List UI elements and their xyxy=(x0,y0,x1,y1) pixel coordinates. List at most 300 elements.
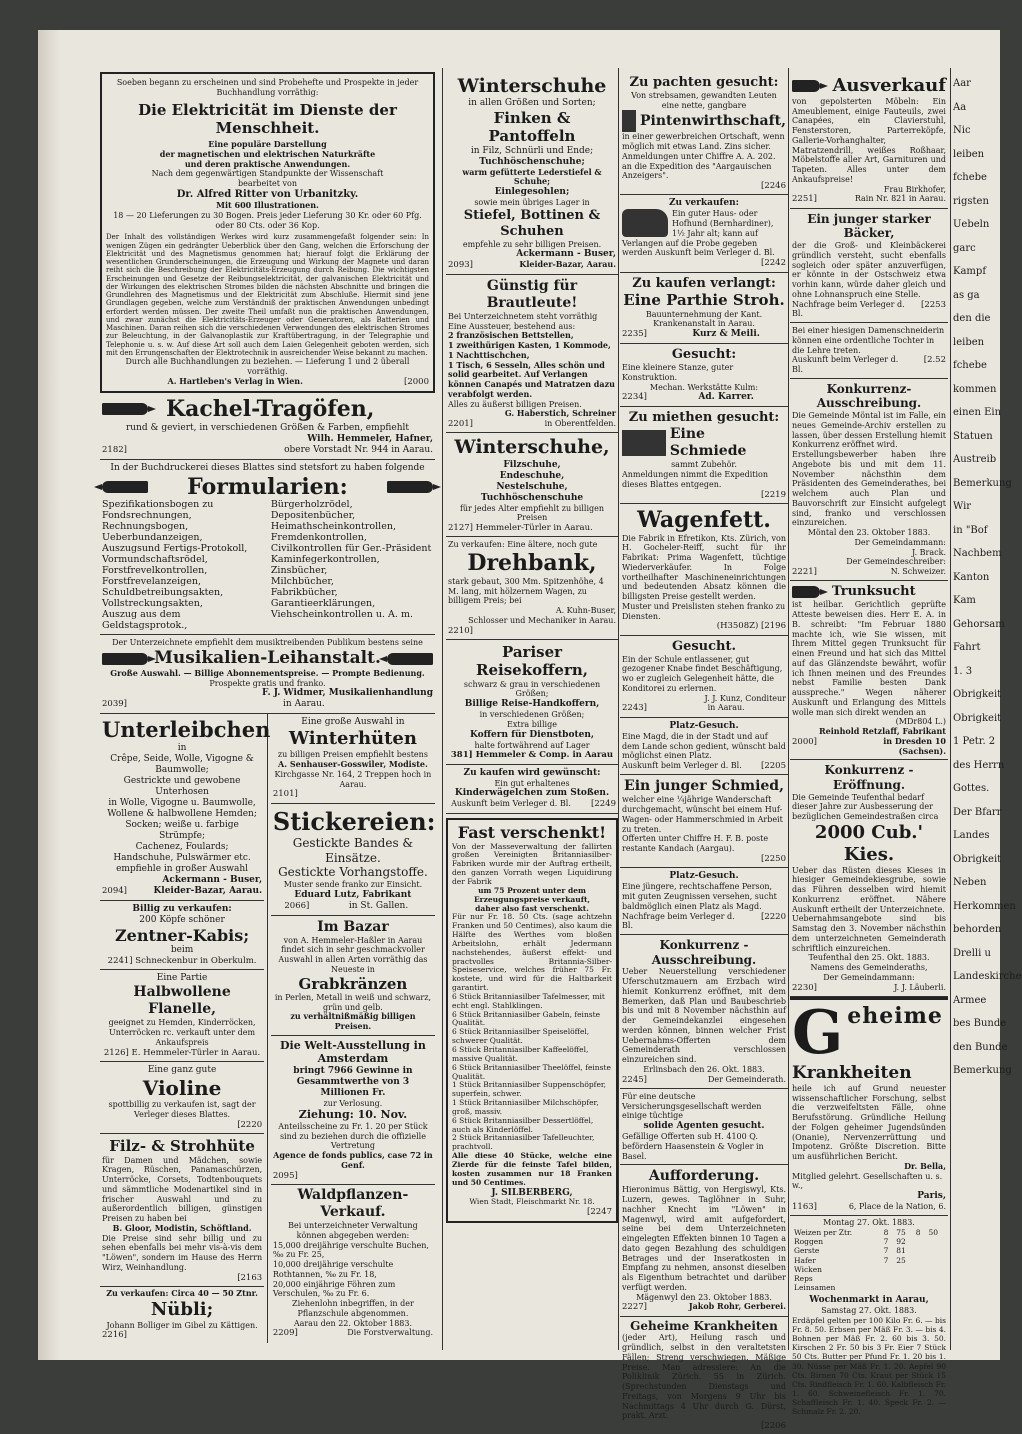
ad-ref: 2251] xyxy=(792,194,817,205)
table-cell xyxy=(926,1246,946,1255)
list-item: Socken; weiße u. farbige Strümpfe; xyxy=(125,819,239,841)
ad-title: Stickereien: xyxy=(272,806,436,836)
table-row xyxy=(792,1237,946,1246)
ad-addr: Wien Stadt, Fleischmarkt Nr. 18. xyxy=(469,1197,595,1207)
ad-line: in verschiedenen Größen; xyxy=(479,710,585,720)
ad-city: Paris, xyxy=(917,1191,946,1202)
ad-title: Gesucht. xyxy=(671,638,737,654)
ad-title: Krankheiten xyxy=(792,1063,912,1084)
ad-platz-2 xyxy=(620,868,788,935)
ad-author: Dr. Alfred Ritter von Urbanitzky. xyxy=(176,188,359,200)
ad-title: Kinderwägelchen zum Stoßen. xyxy=(454,788,610,799)
ad-body: (jeder Art), Heilung rasch und gründlich, selbst in den veraltetsten Fällen; Streng verschwiegen. Mäßige Preise. Man adressiere: An die Poliklinik Zürich. 55 in Zürich. (Sprechstunden Dienstags und Freitags, von Morgens 9 Uhr bis Nachmittags 4 Uhr durch G. Dürst, prakt. Arzt. xyxy=(622,1333,786,1421)
column-4 xyxy=(790,72,948,1418)
smithy-icon xyxy=(622,430,666,456)
ad-body: Für eine deutsche Versicherungsgesellschaft werden einige tüchtige xyxy=(622,1091,762,1121)
ad-winterhuete xyxy=(271,714,435,803)
ad-line: Muster und Preislisten stehen franko zu Diensten. xyxy=(622,601,786,621)
building-icon xyxy=(622,110,636,132)
ad-body: Offerten unter Chiffre H. F. B. poste restante Kandach (Aargau). xyxy=(622,834,769,854)
ad-name: Kurz & Meili. xyxy=(692,329,760,340)
ad-title: Pariser Reisekoffern, xyxy=(476,643,588,680)
ad-baecker xyxy=(790,209,948,323)
ad-body: Die Preise sind sehr billig und zu sehen ebenfalls bei mehr vis-à-vis dem "Löwen", sondern im Hause des Herrn Wirz, Weinhandlung. xyxy=(102,1233,263,1272)
ad-electricity xyxy=(100,72,435,393)
ad-body: Die Gemeinde Teufenthal bedarf dieser Jahre zur Ausbesserung der bezüglichen Gemeindestraßen circa xyxy=(792,792,939,822)
text-fragment: fchebe xyxy=(953,360,987,371)
text-fragment: Der Bfarr xyxy=(953,806,1002,818)
ad-title: Winterschuhe xyxy=(457,75,607,97)
form-item: Schuldbetreibungsakten, xyxy=(102,586,224,598)
ad-title: Grabkränzen xyxy=(298,974,408,993)
table-cell: 75 xyxy=(896,1228,906,1238)
column-3 xyxy=(620,72,788,1434)
ad-line: 200 Köpfe schöner xyxy=(139,914,225,925)
list-item: 6 Stück Britanniasilber Theelöffel, feinste Qualität. xyxy=(452,1062,611,1081)
text-fragment: as ga xyxy=(953,289,980,301)
text-fragment: Aar xyxy=(953,78,971,89)
list-item: 6 Stück Britanniasilber Gabeln, feinste Qualität. xyxy=(452,1009,601,1028)
ad-line: um 75 Prozent unter dem Erzeugungspreise verkauft, xyxy=(473,885,591,904)
ad-ref: 2227] xyxy=(622,1302,647,1313)
ad-flanelle xyxy=(100,970,264,1062)
ad-title: Zentner-Kabis; xyxy=(114,925,250,945)
ad-line: in Filz, Schnürli und Ende; xyxy=(470,145,594,156)
ad-name: Eduard Lutz, Fabrikant xyxy=(294,889,412,900)
table-cell: 25 xyxy=(896,1255,906,1265)
ad-body: Eine jüngere, rechtschaffene Person, mit guten Zeugnissen versehen, sucht baldmöglich einen Platz als Magd. xyxy=(622,882,777,911)
column-2 xyxy=(446,72,618,1223)
table-cell: 7 xyxy=(883,1255,889,1265)
ad-date: Mägenwyl den 23. Oktober 1883. xyxy=(636,1292,772,1302)
table-cell xyxy=(926,1265,946,1274)
ad-ref: 1163] xyxy=(792,1202,817,1212)
form-item: Bürgerholzrödel, xyxy=(270,499,353,511)
ad-ref: 2095] xyxy=(272,1170,298,1181)
ad-hofhund xyxy=(620,195,788,272)
ad-line: Billige Reise-Handkoffern, xyxy=(464,699,600,710)
ad-ref: 2221] xyxy=(792,567,817,578)
ad-addr: Kleider-Bazar, Aarau. xyxy=(153,885,263,896)
pointing-hand-icon xyxy=(792,80,820,92)
list-item: Nestelschuhe, xyxy=(496,481,568,492)
table-cell xyxy=(926,1256,946,1265)
ad-intro: In der Buchdruckerei dieses Blattes sind stetsfort zu haben folgende xyxy=(110,462,425,473)
table-cell xyxy=(914,1237,927,1246)
ad-date: Teufenthal den 25. Okt. 1883. xyxy=(808,953,930,963)
ad-name: Ackermann - Buser, xyxy=(516,249,616,260)
ad-ref: 2201] xyxy=(448,419,473,430)
ad-title: Waldpflanzen-Verkauf. xyxy=(297,1186,409,1220)
ad-ref: 2039] xyxy=(102,699,127,710)
list-item: Unterhosen xyxy=(155,786,209,797)
ad-name: A. Senhauser-Gosswiler, Modiste. xyxy=(278,759,428,770)
ad-title: Winterhüten xyxy=(288,728,417,750)
table-cell: Weizen per Ztr. xyxy=(794,1228,853,1238)
ad-ref: 2126] E. Hemmeler-Türler in Aarau. xyxy=(103,1047,261,1058)
ad-body: Anteilsscheine zu Fr. 1. 20 per Stück sind zu beziehen durch die offizielle Vertretung xyxy=(278,1121,428,1151)
ad-line: zu verhältnißmäßig billigen Preisen. xyxy=(290,1011,416,1032)
ad-krankheiten xyxy=(620,1317,788,1434)
ad-ref: [2242 xyxy=(761,258,786,269)
ad-trunksucht xyxy=(790,581,948,760)
text-fragment: einen Ein xyxy=(953,407,1002,418)
table-cell xyxy=(914,1246,927,1255)
column-rule xyxy=(618,68,619,1350)
ad-order: Durch alle Buchhandlungen zu beziehen. — Lieferung 1 und 2 überall vorräthig. xyxy=(125,357,410,376)
ad-list xyxy=(452,993,612,1152)
ad-ref: 2101] xyxy=(272,789,298,800)
ad-title: Finken & Pantoffeln xyxy=(488,109,576,146)
list-item: Filzschuhe, xyxy=(503,459,561,470)
list-item: 6 Stück Britanniasilber Speiselöffel, schwerer Qualität. xyxy=(452,1027,590,1046)
ad-ref: (H3508Z) [2196 xyxy=(716,621,786,632)
ad-ref: 2127] Hemmeler-Türler in Aarau. xyxy=(448,523,593,533)
table-row xyxy=(792,1246,946,1255)
ad-line: bringt 7966 Gewinne in xyxy=(293,1065,413,1076)
ad-ref: 2235] xyxy=(622,329,647,340)
ad-body: Eine Magd, die in der Stadt und auf dem Lande schon gedient, wünscht bald möglichst einen Platz. xyxy=(622,731,786,761)
text-fragment: Gehorsam xyxy=(953,618,1005,630)
dog-icon xyxy=(622,209,668,237)
text-fragment: Landeskirche xyxy=(953,971,1022,982)
ad-addr: obere Vorstadt Nr. 944 in Aarau. xyxy=(284,444,433,455)
text-fragment: Obrigkeit xyxy=(953,712,1002,724)
pointing-hand-icon xyxy=(102,403,148,415)
ad-illus: Mit 600 Illustrationen. xyxy=(216,200,319,211)
list-item: 15,000 dreijährige verschulte Buchen, ‰ zu Fr. 25, xyxy=(272,1240,429,1260)
ad-title: Eine Parthie Stroh. xyxy=(623,291,785,310)
ad-ref: 2000] xyxy=(792,736,817,747)
list-item: 6 Stück Britanniasilber Dessertlöffel, auch als Kinderlöffel. xyxy=(452,1115,594,1134)
form-item: Spezifikationsbogen zu Fondsrechnungen, xyxy=(102,499,214,522)
ad-addr: Kleider-Bazar, Aarau. xyxy=(519,259,616,270)
ad-body: welcher eine ¼jährige Wanderschaft durchgemacht, wünscht bei einem Huf- Wagen- oder Hammerschmied in Arbeit zu treten. xyxy=(622,795,783,834)
ad-drehbank xyxy=(446,537,618,640)
ad-body: Ueber das Rüsten dieses Kieses in hiesiger Gemeindekiesgrube, sowie das Führen desselben wird hiemit Konkurrenz eröffnet. Nähere Auskunft ertheilt der Unterzeichnete. xyxy=(792,865,946,914)
ad-line: Gestickte Vorhangstoffe. xyxy=(278,865,428,880)
market-title: Wochenmarkt in Aarau, xyxy=(809,1295,929,1306)
ad-title: 2000 Cub.' Kies. xyxy=(814,821,924,865)
ad-title: Musikalien-Leihanstalt. xyxy=(154,648,381,669)
text-fragment: Kampf xyxy=(953,266,987,277)
form-item: Rechnungsbogen, xyxy=(102,521,189,533)
ad-addr: in Aarau. xyxy=(707,703,745,713)
ad-ref: 2216] xyxy=(102,1330,127,1341)
ad-intro: Der Unterzeichnete empfiehlt dem musiktreibenden Publikum bestens seine xyxy=(112,638,423,648)
ad-body: Alles zu äußerst billigen Preisen. xyxy=(448,399,582,409)
list-item: Gestrickte und gewobene xyxy=(123,775,241,786)
ad-title: Kachel-Tragöfen, xyxy=(166,395,375,422)
ad-title: Günstig für Brautleute! xyxy=(486,277,578,311)
ad-wagenfett xyxy=(620,504,788,636)
ad-line: geeignet zu Hemden, Kinderröcken, Unterröcken rc. verkauft unter dem Ankaufspreis xyxy=(108,1018,256,1047)
ad-body: Bei unterzeichneter Verwaltung können abgegeben werden: xyxy=(288,1221,418,1240)
ad-line: Eine große Auswahl in xyxy=(301,717,405,728)
ad-musikalien xyxy=(100,635,435,714)
ad-ref: [2247 xyxy=(587,1206,612,1217)
ad-title: Konkurrenz - Ausschreibung. xyxy=(651,938,757,967)
ad-ref: [2205 xyxy=(761,761,786,771)
ad-body: in einer gewerbreichen Ortschaft, wenn möglich mit etwas Land. Zins sicher. Anmeldungen unter Chiffre A. A. 202. an die Expedition des "Aargauischen Anzeigers". xyxy=(622,132,785,181)
pointing-hand-icon xyxy=(387,481,433,493)
list-item: Crêpe, Seide, Wolle, Vigogne & Baumwolle; xyxy=(110,753,254,775)
ad-addr: in Oberentfelden. xyxy=(544,419,616,429)
ad-ref: 2210] xyxy=(448,625,473,636)
table-row xyxy=(792,1283,946,1292)
form-item: Garantieerklärungen, xyxy=(270,597,376,609)
ad-ref: [2250 xyxy=(761,853,786,864)
ad-ref: 2066] xyxy=(284,900,310,911)
ad-nuebli xyxy=(100,1287,264,1343)
ad-body: Ein guter Haus- oder Hofhund (Bernhardiner), 1½ Jahr alt; kann auf Verlangen auf die Probe gegeben werden Auskunft beim Verleger d. Bl. xyxy=(622,209,775,258)
list-item: 2 Stück Britanniasilber Tafelleuchter, prachtvoll. xyxy=(452,1133,595,1152)
ad-stickereien xyxy=(271,804,435,916)
list-item: 6 Stück Britanniasilber Tafelmesser, mit echt engl. Stahlklingen. xyxy=(452,991,605,1010)
ad-ref: [2000 xyxy=(404,376,429,387)
ad-filz xyxy=(100,1134,264,1287)
text-fragment: behorden xyxy=(953,924,1002,935)
ad-ref: 2245] xyxy=(622,1074,647,1085)
ad-title: Unterleibchen xyxy=(102,717,271,743)
ad-bazar xyxy=(271,916,435,1036)
ad-body: Für nur Fr. 18. 50 Cts. (sage achtzehn Franken und 50 Centimes), also kaum die Hälfte des Werthes vom bloßen Arbeitslohn, erhält Jedermann nachstehendes, äußerst effekt- und practvolles Britannia-Silber-Speiseservice, welches früher 75 Fr. kostete, und wird für die Haltbarkeit garantirt. xyxy=(452,912,612,993)
text-fragment: Uebeln xyxy=(953,219,990,230)
ad-sub: Nach dem gegenwärtigen Standpunkte der Wissenschaft xyxy=(151,169,384,179)
ad-name: Der Gemeindeschreiber: xyxy=(846,557,946,567)
ad-addr: Kirchgasse Nr. 164, 2 Treppen hoch in Aarau. xyxy=(274,769,432,789)
ad-name: Ackermann - Buser, xyxy=(162,874,263,885)
form-item: Depositenbücher, xyxy=(270,510,356,522)
ad-name: Agence de fonds publics, case 72 in Genf. xyxy=(273,1150,433,1170)
ad-ref: [2206 xyxy=(761,1421,786,1432)
list-item: Wollene & halbwollene Hemden; xyxy=(107,808,257,819)
ad-date: Möntal den 23. Oktober 1883. xyxy=(807,528,931,538)
ad-line: Eine Partie xyxy=(156,973,208,984)
column-5-partial xyxy=(953,72,1022,1083)
text-fragment: garc xyxy=(953,242,976,254)
ad-title: Formularien: xyxy=(187,473,348,500)
text-fragment: in "Bof xyxy=(953,524,988,536)
ad-line: spottbillig zu verkaufen ist, sagt der Verleger dieses Blattes. xyxy=(108,1100,256,1120)
pointing-hand-icon xyxy=(387,653,433,665)
ad-body: Gefällige Offerten sub H. 4100 Q. befördern Haasenstein & Vogler in Basel. xyxy=(622,1132,764,1161)
list-item: Cachenez, Foulards; xyxy=(135,841,229,852)
text-fragment: Obrigkeit xyxy=(953,853,1002,865)
ad-date: Erlinsbach den 26. Okt. 1883. xyxy=(643,1064,765,1074)
ad-line: Gestickte Bandes & Einsätze. xyxy=(292,835,414,865)
ad-name: Der Gemeindammann: xyxy=(823,972,915,982)
ad-ref: 2094] xyxy=(102,885,127,896)
form-item: Kaminfegerkontrollen, xyxy=(270,554,380,566)
pointing-hand-icon xyxy=(102,653,148,665)
ad-ref: 2093] xyxy=(448,260,473,271)
text-fragment: Statuen xyxy=(953,430,993,442)
ad-title: Stiefel, Bottinen & Schuhen xyxy=(463,207,601,239)
text-fragment: Kam xyxy=(953,595,976,606)
ad-title: Winterschuhe, xyxy=(454,436,610,459)
ad-title: Platz-Gesuch. xyxy=(669,720,739,731)
ad-list xyxy=(448,331,616,399)
text-fragment: fchebe xyxy=(953,172,987,183)
text-fragment: Landes xyxy=(953,830,990,841)
ad-title: Konkurrenz-Ausschreibung. xyxy=(816,381,922,411)
table-cell: 7 xyxy=(883,1246,889,1256)
ad-kies xyxy=(790,760,948,997)
market-table xyxy=(792,1228,946,1292)
table-cell: 81 xyxy=(896,1246,906,1256)
ad-title: Aufforderung. xyxy=(648,1168,760,1185)
ad-body: heile ich auf Grund neuester wissenschaftlicher Forschung, selbst die verzweifeltsten Fälle, ohne Berufsstörung. Gründliche Heilung der Folgen geheimer Jugendsünden (Onanie), Nervenzerrüttung und Impotenz. Größte Discretion. Bitte um ausführlichen Bericht. xyxy=(792,1083,946,1162)
table-cell: Reps xyxy=(794,1273,813,1283)
ad-body: für jedes Alter empfiehlt zu billigen Preisen xyxy=(459,503,605,523)
ad-body: stark gebaut, 300 Mm. Spitzenhöhe, 4 M. lang, mit hölzernem Wagen, zu billigem Preis; bei xyxy=(448,576,604,606)
ad-sub: bearbeitet von xyxy=(237,179,298,189)
ad-winterschuhe-1 xyxy=(446,72,618,275)
text-fragment: den Bunde xyxy=(953,1041,1008,1053)
ad-body: Eine kleinere Stanze, guter Konstruktion. xyxy=(622,363,734,382)
ad-name: Frau Birkhofer, xyxy=(883,184,946,194)
ad-ref: 2209] xyxy=(272,1328,298,1339)
ad-title: Nübli; xyxy=(150,1298,214,1320)
ad-addr: in Dresden 10 (Sachsen). xyxy=(883,735,946,756)
ad-pacht xyxy=(620,72,788,195)
text-fragment: Aa xyxy=(953,101,967,113)
ad-line: Zu verkaufen: xyxy=(668,198,740,209)
form-item: Fabrikbücher, xyxy=(270,586,338,598)
ad-line: Ziehung: 10. Nov. xyxy=(298,1108,408,1122)
ad-addr: in St. Gallen. xyxy=(348,900,409,911)
ad-terms: 18 — 20 Lieferungen zu 30 Bogen. Preis jeder Lieferung 30 Kr. oder 60 Pfg. oder 80 Cts. oder 36 Kop. xyxy=(113,210,422,230)
ad-ref: [2219 xyxy=(761,489,786,500)
table-cell: Roggen xyxy=(794,1237,824,1247)
form-item: Forstfrevelanzeigen, xyxy=(102,575,202,587)
ad-stroh xyxy=(620,273,788,345)
table-cell xyxy=(894,1283,914,1292)
table-cell: 8 xyxy=(883,1228,889,1238)
table-cell: 8 xyxy=(915,1228,921,1238)
ad-line: Auskunft beim Verleger d. Bl. xyxy=(622,761,742,770)
table-cell: Leinsamen xyxy=(794,1282,836,1292)
ad-ref: [2220 xyxy=(237,1119,263,1130)
ad-body: von A. Hemmeler-Haßler in Aarau findet sich in sehr geschmackvoller Auswahl in allen Arten vorräthig das Neueste in xyxy=(278,935,428,974)
list-item: 2 französischen Bettstellen, xyxy=(448,330,574,341)
ad-sub: und deren praktische Anwendungen. xyxy=(184,158,351,169)
column-rule xyxy=(788,68,789,1350)
column-rule xyxy=(950,68,951,1350)
ad-line: Große Auswahl. — Billige Abonnementspreise. — Prompte Bedienung. xyxy=(110,667,425,678)
ad-violine xyxy=(100,1062,264,1134)
ad-aufforderung xyxy=(620,1165,788,1316)
ad-ausverkauf xyxy=(790,72,948,209)
newspaper-page xyxy=(38,30,1022,1432)
form-item: Civilkontrollen für Ger.-Präsident xyxy=(270,543,432,555)
ad-ref: 2241] Schneckenbur in Oberkulm. xyxy=(107,956,257,966)
ad-name: G. Haberstich, Schreiner xyxy=(504,408,616,419)
ad-line: Zu kaufen wird gewünscht: xyxy=(463,767,601,778)
text-fragment: 1. 3 xyxy=(953,665,973,677)
form-item: Heimathscheinkontrollen, xyxy=(270,521,396,533)
ad-name: Der Gemeinderath. xyxy=(707,1074,786,1084)
form-item: Auszug aus dem Geldstagsprotok., xyxy=(102,608,188,631)
ad-body: Erstellungsbewerber haben ihre Angebote bis und mit dem 11. November nächsthin dem Präsidenten des Gemeinderathes, bei welchem auch Plan und Bauvorschrift zur Einsicht aufgelegt sind, franko und verschlossen einzureichen. xyxy=(792,450,946,528)
ad-kohl xyxy=(100,901,264,971)
ad-unterleib xyxy=(100,714,271,900)
ad-name: J. J. Läuberli. xyxy=(894,982,946,992)
table-cell: Hafer xyxy=(794,1255,816,1265)
ad-line: Mitglied gelehrt. Gesellschaften u. s. w., xyxy=(792,1171,943,1191)
ad-geheime xyxy=(790,997,948,1216)
table-cell xyxy=(914,1283,927,1292)
form-item: Vormundschaftsrödel, xyxy=(102,554,208,566)
ad-formulare xyxy=(100,460,435,636)
ad-line: sammt Zubehör. xyxy=(671,460,737,470)
ad-body: Von strebsamen, gewandten Leuten eine nette, gangbare xyxy=(631,90,777,110)
ad-gesucht xyxy=(620,636,788,718)
ad-line: Gesammtwerthe von 3 Millionen Fr. xyxy=(296,1076,410,1098)
list-item: 1 Stück Britanniasilber Milchschöpfer, groß, massiv. xyxy=(452,1098,599,1116)
text-fragment: Gottes. xyxy=(953,783,990,794)
ad-name: Namens des Gemeinderaths, xyxy=(810,963,928,973)
ad-line: zu billigen Preisen empfiehlt bestens xyxy=(277,750,428,760)
ad-schmied xyxy=(620,775,788,868)
ad-ref: [2246 xyxy=(761,181,786,192)
ad-code: (MDr804 L.) xyxy=(895,717,946,727)
list-item: in Wolle, Vigogne u. Baumwolle, xyxy=(108,797,256,808)
list-item: Handschuhe, Pulswärmer etc. xyxy=(113,852,251,863)
ad-sub: Eine populäre Darstellung xyxy=(208,139,327,150)
ad-line: Nachfrage beim Verleger d. Bl. xyxy=(622,911,735,931)
ad-damenschneider xyxy=(790,323,948,379)
ad-schmiede xyxy=(620,407,788,504)
ad-title: Trunksucht xyxy=(832,584,916,600)
ad-agenten xyxy=(620,1089,788,1165)
form-item: Zinsbücher, xyxy=(270,564,328,576)
ad-line: empfehle zu sehr billigen Preisen. xyxy=(462,239,602,249)
market-title: Montag 27. Okt. 1883. xyxy=(823,1218,915,1228)
ad-name: J. Brack. xyxy=(911,547,946,557)
ad-body: Bei Unterzeichnetem steht vorräthig Eine Aussteuer, bestehend aus: xyxy=(448,311,598,331)
ad-list xyxy=(273,1241,433,1300)
ad-body: Die Gemeinde Möntal ist im Falle, ein neues Gemeinde-Archiv erstellen zu lassen, über dessen Erstellung hiemit Konkurrenz eröffnet wird. xyxy=(792,411,946,450)
form-item: Viehscheinkontrollen u. A. m. xyxy=(270,608,413,620)
column-1 xyxy=(100,72,435,1343)
drop-cap: G xyxy=(792,998,844,1069)
ad-intro: Soeben begann zu erscheinen und sind Probehefte und Prospekte in jeder Buchhandlung vorräthig: xyxy=(116,78,419,97)
table-cell xyxy=(926,1274,946,1283)
ad-body: Anmeldungen nimmt die Expedition dieses Blattes entgegen. xyxy=(622,470,769,489)
ad-line: Zu verkaufen: Circa 40 — 50 Ztnr. xyxy=(106,1287,258,1298)
ad-publisher: A. Hartleben's Verlag in Wien. xyxy=(167,375,303,386)
ad-body: Ein gut erhaltenes xyxy=(494,778,570,788)
ad-amsterdam xyxy=(271,1036,435,1185)
list-item: 10,000 dreijährige verschulte Rothtannen, ‰ zu Fr. 18, xyxy=(272,1260,394,1279)
ad-line: warm gefütterte Lederstiefel & Schuhe; xyxy=(462,166,602,187)
ad-ref: [2249 xyxy=(591,799,616,810)
ad-title: Ausverkauf xyxy=(832,75,946,96)
list-item: 1 Stück Britanniasilber Suppenschöpfer, superfein, schwer. xyxy=(452,1080,607,1099)
text-fragment: Drelli u xyxy=(953,947,991,959)
ad-title: Fast verschenkt! xyxy=(457,822,607,842)
form-item: Milchbücher, xyxy=(270,575,334,587)
ad-title: Geheime Krankheiten xyxy=(630,1318,778,1333)
ad-konkurrenz-1 xyxy=(620,935,788,1089)
ad-title: Wagenfett. xyxy=(637,506,771,533)
ad-kinderwagen xyxy=(446,765,618,814)
ad-reisekoffern xyxy=(446,640,618,765)
ad-line: Koffern für Dienstboten, xyxy=(469,729,595,740)
text-fragment: Herkommen xyxy=(953,900,1016,912)
